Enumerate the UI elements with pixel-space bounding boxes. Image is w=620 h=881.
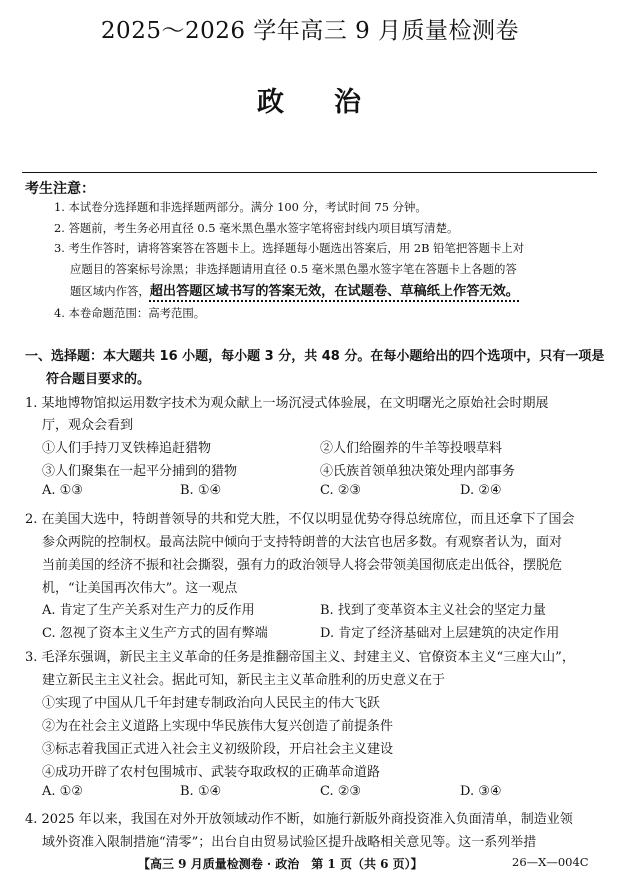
question-1-option-c[interactable]: C. ②③ [320,483,362,498]
emphasis-warning: 超出答题区域书写的答案无效，在试题卷、草稿纸上作答无效。 [149,284,519,299]
question-1-option-a[interactable]: A. ①③ [42,483,83,498]
question-3-option-c[interactable]: C. ②③ [320,784,362,799]
question-1-stem: 1. 某地博物馆拟运用数字技术为观众献上一场沉浸式体验展，在文明曙光之原始社会时期展 [25,396,549,411]
question-2-option-d[interactable]: D. 肯定了经济基础对上层建筑的决定作用 [320,626,560,641]
question-3-item-2: ②为在社会主义道路上实现中华民族伟大复兴创造了前提条件 [42,719,394,734]
question-1-item-3: ③人们聚集在一起平分捕到的猎物 [42,464,238,479]
notice-item-3-tail [70,280,519,299]
subject-char-right: 治 [334,87,363,118]
question-3-stem: 3. 毛泽东强调，新民主主义革命的任务是推翻帝国主义、封建主义、官僚资本主义“三座大山”， [25,650,575,665]
question-2-stem-cont-2: 当前美国的经济不振和社会撕裂，强有力的政治领导人将会带领美国彻底走出低谷，摆脱危 [42,558,563,573]
question-3-option-a[interactable]: A. ①② [42,784,83,799]
question-4-stem-cont: 域外资准入限制措施“清零”；出台自由贸易试验区提升战略相关意见等。这一系列举措 [42,835,537,850]
question-1-option-d[interactable]: D. ②④ [460,483,502,498]
question-2-stem-cont-1: 参众两院的控制权。最高法院中倾向于支持特朗普的大法官也居多数。有观察者认为，面对 [42,535,563,550]
question-3-option-b[interactable]: B. ①④ [180,784,222,799]
question-2-stem: 2. 在美国大选中，特朗普领导的共和党大胜，不仅以明显优势夺得总统席位，而且还拿下了国会 [25,512,575,527]
footer-page-info: 【高三 9 月质量检测卷 · 政治 第 1 页（共 6 页）】 [138,857,423,871]
question-2-option-b[interactable]: B. 找到了变革资本主义社会的坚定力量 [320,603,546,618]
question-3-option-d[interactable]: D. ③④ [460,784,502,799]
notice-item-3: 3. 考生作答时，请将答案答在答题卡上。选择题每小题选出答案后，用 2B 铅笔把答题卡上对 [54,241,525,255]
notice-item-3-cont: 应题目的答案标号涂黑；非选择题请用直径 0.5 毫米黑色墨水签字笔在答题卡上各题的答 [70,262,517,276]
footer-exam-code: 26—X—004C [512,855,589,869]
notice-heading: 考生注意： [25,181,95,197]
section-heading: 一、选择题：本大题共 16 小题，每小题 3 分，共 48 分。在每小题给出的四个选项中，只有一项是 [25,349,605,364]
question-2-stem-cont-3: 机，“让美国再次伟大”。这一观点 [42,581,238,596]
question-1-item-1: ①人们手持刀叉铁棒追赶猎物 [42,441,212,456]
question-3-item-4: ④成功开辟了农村包围城市、武装夺取政权的正确革命道路 [42,765,381,780]
subject-title [0,80,620,119]
question-1-option-b[interactable]: B. ①④ [180,483,222,498]
notice-item-3-end: 题区域内作答， [70,284,150,298]
notice-item-4: 4. 本卷命题范围：高考范围。 [54,306,206,320]
question-4-stem: 4. 2025 年以来，我国在对外开放领域动作不断，如施行新版外商投资准入负面清单，制造业领 [25,812,573,827]
divider-line [22,172,597,173]
notice-item-1: 1. 本试卷分选择题和非选择题两部分。满分 100 分，考试时间 75 分钟。 [54,200,427,214]
notice-item-2: 2. 答题前，考生务必用直径 0.5 毫米黑色墨水签字笔将密封线内项目填写清楚。 [54,221,459,235]
question-3-item-3: ③标志着我国正式进入社会主义初级阶段，开启社会主义建设 [42,742,394,757]
question-1-stem-cont: 厅，观众会看到 [42,418,134,433]
question-1-item-4: ④氏族首领单独决策处理内部事务 [320,464,516,479]
question-2-option-a[interactable]: A. 肯定了生产关系对生产力的反作用 [42,603,255,618]
exam-title: 2025～2026 学年高三 9 月质量检测卷 [100,18,520,44]
question-3-item-1: ①实现了中国从几千年封建专制政治向人民民主的伟大飞跃 [42,696,381,711]
question-3-stem-cont: 建立新民主主义社会。据此可知，新民主主义革命胜利的历史意义在于 [42,673,446,688]
question-1-item-2: ②人们给圈养的牛羊等投喂草料 [320,441,503,456]
section-heading-cont: 符合题目要求的。 [46,372,151,387]
question-2-option-c[interactable]: C. 忽视了资本主义生产方式的固有弊端 [42,626,268,641]
subject-char-left: 政 [257,87,286,118]
